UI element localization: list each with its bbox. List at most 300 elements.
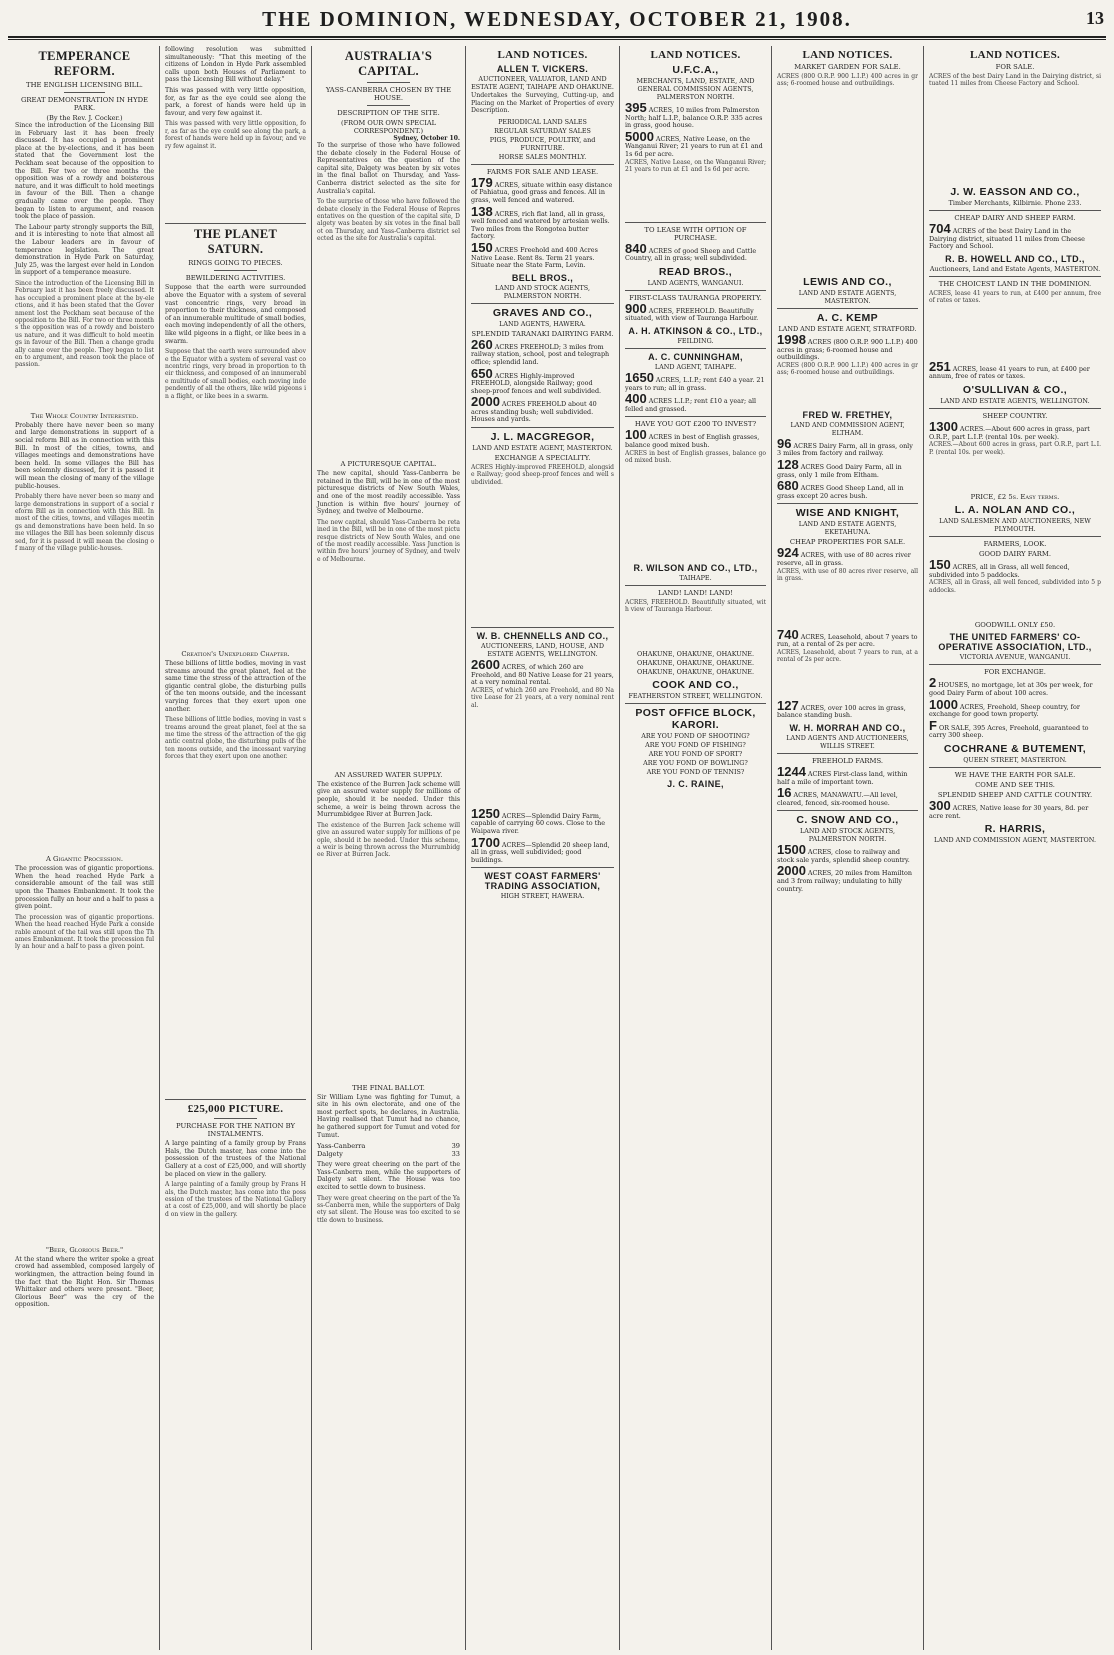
listing [777,697,918,720]
article-paragraph: At the stand where the writer spoke a great crowd had assembled, composed largely of workingmen, the attraction being found in the fact that the Right Hon. Sir Thomas Whittaker and others were present. "Beer, Glorious Beer" was the cry of the opposition. [15,1255,154,1309]
ballot-votes: 33 [451,1150,460,1159]
advertiser-desc: LAND AND ESTATE AGENT, STRATFORD. [778,325,917,333]
ad-body-text: ACRES Highly-improved FREEHOLD, alongside Railway; good sheep-proof fences and well subdivided. [471,464,614,486]
advertiser-name: O'SULLIVAN & CO., [962,383,1068,396]
ad-heading: GOODWILL ONLY £50. [974,621,1056,630]
article-subtitle: RINGS GOING TO PIECES. [188,259,283,268]
listing-text: ACRES FREEHOLD; 3 miles from railway station, school, post and telegraph office; splendid land. [471,342,610,366]
listing-text: ACRES, Freehold, Sheep country, for exchange for good town property. [929,702,1080,719]
acreage: 128 [777,456,799,472]
ad-heading: HAVE YOU GOT £200 TO INVEST? [634,420,757,429]
ad-body-text: ACRES, all in Grass, all well fenced, subdivided into 5 paddocks. [929,579,1101,594]
byline: (By the Rev. J. Cocker.) [46,114,123,122]
listing-text: ACRES—Splendid Dairy Farm, capable of carrying 60 cows. Close to the Waipawa river. [471,811,606,836]
ad-heading: WE HAVE THE EARTH FOR SALE. [954,770,1076,779]
listing [929,418,1101,441]
section-heading: "Beer, Glorious Beer." [45,1245,124,1254]
ad-text: Undertakes the Surveying, Cutting-up, and Placing on the Market of Properties of every Description. [471,92,614,115]
ad-heading: TO LEASE WITH OPTION OF PURCHASE. [644,225,747,242]
advertiser-name: J. W. EASSON AND CO., [950,186,1080,198]
divider [625,348,766,349]
listing [471,174,614,205]
dateline: Sydney, October 10. [393,135,460,142]
advertiser-desc: LAND AND ESTATE AGENTS, WELLINGTON. [940,396,1090,405]
article-paragraph: Suppose that the earth were surrounded above the Equator with a system of several vast concentric rings, very broad in proportion to their thickness, and composed of an innumerable multitude of small bodies, each moving independently of all the others, like wild pigeons in a flight, or like bees in a swarm. [165,284,306,345]
ad-heading: FARMS FOR SALE AND LEASE. [486,167,599,176]
acreage: 1250 [471,805,500,821]
column-5 [620,46,772,1650]
listing [471,805,614,836]
ad-body-text: ACRES (800 O.R.P. 900 L.I.P.) 400 acres in grass; 6-roomed house and outbuildings. [777,361,918,377]
listing [929,221,1101,251]
source-note: (FROM OUR OWN SPECIAL CORRESPONDENT.) [341,119,436,135]
divider [625,290,766,291]
column-4 [466,46,620,1650]
section-heading: A PICTURESQUE CAPITAL. [340,460,437,469]
divider [165,223,306,224]
divider [64,92,106,93]
listing-text: ACRES, lease 41 years to run, at £400 per annum, free of rates or taxes. [929,364,1090,381]
advertiser-desc: LAND AND ESTATE AGENTS, MASTERTON. [798,289,897,305]
listing [777,626,918,649]
listing [471,365,614,396]
divider [214,1118,256,1119]
masthead [0,0,1114,44]
acreage: 150 [471,239,493,255]
divider [625,585,766,586]
section-heading: LAND NOTICES. [650,49,741,61]
listing-text: ACRES FREEHOLD about 40 acres standing bush; well subdivided. Houses and yards. [471,400,597,424]
article-paragraph: This was passed with very little opposition, for, as far as the eye could see along the park, a forest of hands were held up in favour, and very few against it. [165,86,306,117]
ad-line: ARE YOU FOND OF BOWLING? [643,758,748,767]
divider [471,627,614,628]
advertiser-name: WEST COAST FARMERS' TRADING ASSOCIATION, [484,871,601,892]
article-body-text: Suppose that the earth were surrounded above the Equator with a system of several vast concentric rings, very broad in proportion to their thickness, and composed of an innumerable multitude of small bodies, each moving independently of all the others, like wild pigeons in a flight, or like bees in a swarm. [165,348,306,400]
listing [777,456,918,479]
advertiser-desc: AUCTIONEERS, LAND, HOUSE, AND ESTATE AGENTS, WELLINGTON. [481,642,604,659]
acreage: 680 [777,478,799,494]
article-body-text: A large painting of a family group by Frans Hals, the Dutch master, has come into the possession of the trustees of the National Gallery at a cost of £25,000, and will shortly be placed on view in the gallery. [165,1181,306,1218]
section-heading: LAND NOTICES. [497,49,588,61]
listing [471,336,614,367]
acreage: 138 [471,203,493,219]
acreage: 2000 [777,863,806,879]
listing-text: ACRES Good Sheep Land, all in grass except 20 acres bush. [777,484,904,500]
ad-heading: GOOD DAIRY FARM. [978,550,1052,559]
article-title: £25,000 PICTURE. [187,1103,284,1116]
article-subtitle: DESCRIPTION OF THE SITE. [337,109,440,117]
newspaper-columns [10,46,1106,1650]
advertiser-desc: LAND AGENTS, WANGANUI. [647,278,744,287]
article-body-text: Since the introduction of the Licensing Bill in February last it has been freely discussed. It has occupied a prominent place at the by-elections, and it has been stated that the Government lost the Peckham seat because of the opposition to the Bill. For two or three months the opposition was of a rowdy and boisterous nature, and it was difficult to hold meetings in favour of the Bill. Then a change gradually came over the people. They began to listen to argument, and reason took the place of passion. [15,279,154,369]
listing [929,358,1101,381]
advertiser-name: R. B. HOWELL AND CO., LTD., [945,253,1085,264]
ballot-table [317,1142,460,1158]
article-paragraph: A large painting of a family group by Frans Hals, the Dutch master, has come into the possession of the trustees of the National Gallery at a cost of £25,000, and will shortly be placed on view in the gallery. [165,1140,306,1178]
ad-line: HORSE SALES MONTHLY. [498,152,587,161]
listing-text: HOUSES, no mortgage, let at 30s per week, for good Dairy Farm of about 100 acres. [929,681,1093,697]
advertiser-name: COCHRANE & BUTEMENT, [943,742,1087,755]
ad-line: ARE YOU FOND OF TENNIS? [646,767,745,776]
advertiser-name: U.F.C.A., [672,64,719,76]
listing-text: ACRES First-class land, within half a mile of important town. [777,769,908,786]
advertiser-name: J. L. MACGREGOR, [490,431,595,444]
listing [471,657,614,687]
advertiser-name: W. H. MORRAH AND CO., [789,722,906,733]
article-title: TEMPERANCE REFORM. [38,49,131,78]
listing-text: ACRES, of which 260 are Freehold, and 80 Native Lease for 21 years, at a very nominal rental. [471,663,614,687]
ad-body-text: ACRES, FREEHOLD. Beautifully situated, with view of Tauranga Harbour. [625,598,766,613]
advertiser-desc: LAND AGENTS AND AUCTIONEERS, WILLIS STREET. [786,733,909,750]
ad-body-text: ACRES, of which 260 are Freehold, and 80 Native Lease for 21 years, at a very nominal rental. [471,686,614,709]
divider [367,105,410,106]
listing-text: ACRES, situate within easy distance of Pahiatua, good grass and fences. All in grass, well fenced and watered. [471,180,613,204]
section-heading: AN ASSURED WATER SUPPLY. [334,770,443,779]
listing [777,545,918,567]
acreage: 1998 [777,332,806,347]
listing [625,427,766,449]
divider [929,664,1101,665]
acreage: 260 [471,336,493,352]
listing-text: ACRES, rich flat land, all in grass, well fenced and watered by artesian wells. Two miles from the Rongotea butter factory. [471,209,610,241]
listing [929,696,1101,719]
ad-line: REGULAR SATURDAY SALES [494,126,591,135]
divider [777,503,918,504]
listing-text: ACRES Highly-improved FREEHOLD, alongside Railway; good sheep-proof fences and well subdivided. [471,371,602,395]
acreage: 2 [929,675,937,691]
article-paragraph: These billions of little bodies, moving in vast streams around the great planet, feel at the same time the stress of the attraction of the gigantic central globe, the disturbing pulls of the ten moons outside, and the incessant varying forces that they exert upon one another. [165,660,306,713]
article-subtitle: PURCHASE FOR THE NATION BY INSTALMENTS. [175,1122,295,1139]
advertiser-desc: LAND AGENT, TAIHAPE. [654,362,737,371]
acreage: 150 [929,557,951,573]
listing [625,369,766,392]
listing-text: ACRES, L.I.P.; rent £40 a year. 21 years to run; all in grass. [625,375,765,392]
ad-heading: FIRST-CLASS TAURANGA PROPERTY. [629,293,762,302]
column-6 [772,46,924,1650]
listing-text: ACRES, Native Lease, on the Wanganui River; 21 years to run at £1 and 1s 6d per acre. [625,134,763,158]
listing-text: ACRES, over 100 acres in grass, balance standing bush. [777,703,906,720]
listing [471,203,614,241]
ad-line: OHAKUNE, OHAKUNE, OHAKUNE. [636,667,754,676]
advertiser-name: A. C. CUNNINGHAM, [648,351,743,362]
advertiser-desc: LAND AND ESTATE AGENT, MASTERTON. [472,444,613,453]
section-heading: Creation's Unexplored Chapter. [181,650,290,659]
divider [929,536,1101,537]
listing-text: ACRES, with use of 80 acres river reserve, all in grass. [777,551,911,567]
listing [625,128,766,159]
article-body-text: The procession was of gigantic proportions. When the head reached Hyde Park a considerable amount of the tail was still upon the Thames Embankment. It took the procession fully an hour and a half to pass a given point. [15,913,154,951]
acreage: 2600 [471,657,500,673]
advertiser-desc: AUCTIONEER, VALUATOR, LAND AND ESTATE AGENT, TAIHAPE AND OHAKUNE. [471,75,614,91]
advertiser-desc: TAIHAPE. [679,573,712,582]
acreage: 400 [625,391,647,407]
article-paragraph: following resolution was submitted simultaneously: "That this meeting of the citizens of London in Hyde Park assembled calls upon both Houses of Parliament to pass the Licensing Bill without delay." [165,46,306,84]
advertiser-name: READ BROS., [658,265,733,278]
ad-body-text: ACRES, Leasehold, about 7 years to run, at a rental of 2s per acre. [777,648,918,664]
acreage: 1700 [471,834,500,850]
article-paragraph: Sir William Lyne was fighting for Tumut, a site in his own electorate, and one of the most perfect spots, he declares, in Australia. Having realised that Tumut had no chance, he gathered support for Tumut and voted for Tumut. [317,1093,460,1139]
article-paragraph: The existence of the Burren Jack scheme will give an assured water supply for millions of people, should it be needed. Under this scheme, a weir is being thrown across the Murrumbidgee River at Burren Jack. [317,780,460,819]
ballot-site: Dalgety [317,1150,343,1159]
divider [929,210,1101,211]
ad-heading: FREEHOLD FARMS. [811,756,884,765]
ad-heading: COME AND SEE THIS. [975,780,1055,789]
acreage: 1000 [929,696,958,712]
ad-heading: FOR SALE. [995,63,1035,71]
acreage: 1300 [929,418,958,434]
newspaper-date-line: THE DOMINION, WEDNESDAY, OCTOBER 21, 1908. [262,7,852,31]
masthead-rule [8,36,1106,40]
listing [929,675,1101,697]
acreage: 650 [471,365,493,381]
advertiser-desc: LAND AND STOCK AGENTS, PALMERSTON NORTH. [800,827,895,844]
article-title: THE PLANET SATURN. [193,227,278,257]
section-heading: LAND NOTICES. [802,49,893,61]
listing-text: ACRES of good Sheep and Cattle Country, all in grass; well subdivided. [625,246,757,263]
divider [367,82,410,83]
listing-text: ACRES Good Dairy Farm, all in grass, only 1 mile from Eltham. [777,462,902,479]
advertiser-name: A. C. KEMP [816,312,879,324]
divider [777,308,918,309]
advertiser-name: A. H. ATKINSON & CO., LTD., [628,325,763,336]
ad-line: PIGS, PRODUCE, POULTRY, and FURNITURE. [489,135,596,152]
advertiser-desc: LAND AND ESTATE AGENTS, EKETAHUNA. [798,520,897,537]
advertiser-name: C. SNOW AND CO., [796,814,899,827]
article-paragraph: Probably there have never been so many and large demonstrations in support of a social reform Bill as in connection with this Bill. In most of the cities, towns, and villages meetings and demonstrations have been held. In some villages the Bill has been solemnly discussed, for it is passed it will mean the closing of many of the village public-houses. [15,421,154,490]
ad-body-text: ACRES in best of English grasses, balance good mixed bush. [625,449,766,464]
listing [625,391,766,413]
divider [471,303,614,304]
article-body-text: This was passed with very little opposition, for, as far as the eye could see along the park, a forest of hands were held up in favour, and very few against it. [165,120,306,150]
acreage: 704 [929,221,951,236]
advertiser-desc: VICTORIA AVENUE, WANGANUI. [959,653,1071,662]
ad-heading: SHEEP COUNTRY. [982,411,1048,420]
advertiser-name: L. A. NOLAN AND CO., [954,504,1076,517]
acreage: 2000 [471,394,500,410]
ad-body-text: ACRES, with use of 80 acres river reserve, all in grass. [777,567,918,582]
ballot-site: Yass-Canberra [317,1142,366,1151]
divider [777,810,918,811]
listing-text: ACRES.—About 600 acres in grass, part O.R.P., part L.I.P. (rental 10s. per week). [929,424,1090,441]
advertiser-name: COOK AND CO., [652,678,739,691]
acreage: 251 [929,358,951,374]
article-body-text: To the surprise of those who have followed the debate closely in the Federal House of Representatives on the question of the capital site, Dalgety was beaten by six votes in the final ballot on Thursday, and Yass-Canberra district selected as the site for Australia's capital. [317,198,460,243]
listing [777,842,918,864]
page-number: 13 [1086,8,1104,28]
listing [471,239,614,270]
article-body-text: They were great cheering on the part of the Yass-Canberra men, while the supporters of Dalgety sat silent. The House was too excited to settle down to business. [317,1194,460,1224]
acreage: 1244 [777,763,806,779]
divider [929,767,1101,768]
listing-text: ACRES (800 O.R.P. 900 L.I.P.) 400 acres in grass; 6-roomed house and outbuildings. [777,338,918,362]
ballot-row [317,1150,460,1158]
ad-line: ARE YOU FOND OF SHOOTING? [641,731,750,740]
ad-heading: PRICE, £2 5s. Easy terms. [970,493,1060,502]
listing-text: ACRES Dairy Farm, all in grass, only 3 miles from factory and railway. [777,441,913,458]
listing [929,557,1101,579]
ad-heading: THE CHOICEST LAND IN THE DOMINION. [938,279,1092,288]
listing-text: ACRES, 20 miles from Hamilton and 3 from railway; undulating to hilly country. [777,869,912,893]
listing [625,100,766,130]
ad-body-text: ACRES, Native Lease, on the Wanganui River; 21 years to run at £1 and 1s 6d per acre. [625,158,766,173]
section-heading: A Gigantic Procession. [45,855,124,864]
ad-heading: MARKET GARDEN FOR SALE. [794,63,901,71]
acreage: 5000 [625,128,654,144]
listing-text: ACRES of the best Dairy Land in the Dairying district, situated 11 miles from Cheese Factory and School. [929,227,1085,251]
ad-body-text: ACRES of the best Dairy Land in the Dairying district, situated 11 miles from Cheese Factory and School. [929,73,1101,88]
listing-text: ACRES, close to railway and stock sale yards, splendid sheep country. [777,848,910,864]
advertiser-name: R. HARRIS, [984,823,1046,836]
divider [625,416,766,417]
divider [929,276,1101,277]
ad-heading: CHEAP DAIRY AND SHEEP FARM. [954,214,1076,222]
listing [777,863,918,893]
article-body-text: The existence of the Burren Jack scheme will give an assured water supply for millions of people, should it be needed. Under this scheme, a weir is being thrown across the Murrumbidgee River at Burren Jack. [317,821,460,859]
advertiser-desc: LAND AGENTS, HAWERA. [499,319,586,328]
advertiser-name: WISE AND KNIGHT, [795,507,900,520]
listing [777,478,918,500]
advertiser-name: LEWIS AND CO., [803,276,892,288]
section-heading: THE FINAL BALLOT. [352,1083,425,1092]
listing-text: ACRES in best of English grasses, balance good mixed bush. [625,433,760,449]
section-heading: The Whole Country Interested. [30,411,139,420]
ad-heading: FARMERS, LOOK. [983,540,1047,549]
advertiser-desc: QUEEN STREET, MASTERTON. [963,755,1067,764]
divider [777,753,918,754]
article-subtitle: BEWILDERING ACTIVITIES. [185,274,286,283]
listing-text: ACRES—Splendid 20 sheep land, all in grass, well subdivided; good buildings. [471,840,610,864]
acreage: 127 [777,697,799,713]
acreage: 740 [777,626,799,642]
ad-body-text: ACRES, lease 41 years to run, at £400 per annum, free of rates or taxes. [929,289,1101,305]
listing-text: ACRES, Native lease for 30 years, 8d. per acre rent. [929,803,1089,820]
advertiser-name: J. C. RAINE, [667,778,724,789]
advertiser-desc: FEILDING. [677,336,714,345]
advertiser-desc: LAND SALESMEN AND AUCTIONEERS, NEW PLYMOUTH. [939,517,1091,534]
advertiser-desc: FEATHERSTON STREET, WELLINGTON. [628,691,763,700]
acreage: 16 [777,785,792,801]
listing [625,300,766,323]
article-paragraph: The new capital, should Yass-Canberra be retained in the Bill, will be in one of the most picturesque districts of New South Wales, and one of the most readily accessible. Yass Junction is within five hours' journey of Sydney, and twelve of Melbourne. [317,470,460,516]
advertiser-name: W. B. CHENNELLS AND CO., [476,631,609,642]
divider [471,867,614,868]
listing-text: ACRES, Leasehold, about 7 years to run, at a rental of 2s per acre. [777,632,918,649]
article-subtitle: THE ENGLISH LICENSING BILL. [26,81,143,89]
advertiser-name: FRED W. FRETHEY, [802,409,893,420]
ad-heading: LAND! LAND! LAND! [658,588,733,597]
advertiser-desc: LAND AND STOCK AGENTS, PALMERSTON NORTH. [495,283,590,300]
advertiser-desc: LAND AND COMMISSION AGENT, MASTERTON. [934,836,1096,845]
ad-line: PERIODICAL LAND SALES [498,117,587,126]
listing-text: ACRES, 10 miles from Palmerston North; half L.I.P., balance O.R.P. 335 acres in grass, good house. [625,106,763,130]
acreage: 96 [777,435,792,451]
article-paragraph: The procession was of gigantic proportions. When the head reached Hyde Park a considerable amount of the tail was still upon the Thames Embankment. It took the procession fully an hour and a half to pass a given point. [15,865,154,911]
listing-text: ACRES, all in Grass, all well fenced, subdivided into 5 paddocks. [929,563,1070,579]
acreage: 1650 [625,369,654,385]
ad-line: ARE YOU FOND OF FISHING? [645,740,746,749]
acreage: 840 [625,240,647,256]
listing-text: ACRES, MANAWATU.—All level, cleared, fenced, six-roomed house. [777,791,898,807]
divider [471,164,614,165]
listing-text: ACRES, FREEHOLD. Beautifully situated, with view of Tauranga Harbour. [625,306,759,323]
column-7 [924,46,1106,1650]
ballot-votes: 39 [451,1142,460,1151]
ad-heading: FOR EXCHANGE. [984,668,1046,677]
advertiser-name: BELL BROS., [511,272,574,283]
listing [777,785,918,807]
article-subtitle: GREAT DEMONSTRATION IN HYDE PARK. [21,96,148,112]
advertiser-desc: MERCHANTS, LAND, ESTATE, AND GENERAL COMMISSION AGENTS, PALMERSTON NORTH. [636,77,755,101]
listing [929,797,1101,820]
acreage: F [929,717,937,733]
ad-line: OHAKUNE, OHAKUNE, OHAKUNE. [636,658,754,667]
acreage: 179 [471,174,493,190]
divider [471,427,614,428]
ad-line: ARE YOU FOND OF SPORT? [648,749,743,758]
ad-body-text: ACRES.—About 600 acres in grass, part O.R.P., part L.I.P. (rental 10s. per week). [929,441,1101,456]
listing [471,394,614,424]
article-paragraph: To the surprise of those who have followed the debate closely in the Federal House of Representatives on the question of the capital site, Dalgety was beaten by six votes in the final ballot on Thursday, and Yass-Canberra district selected as the site for Australia's capital. [317,142,460,195]
article-paragraph: They were great cheering on the part of the Yass-Canberra men, while the supporters of Dalgety sat silent. The House was too excited to settle down to business. [317,1161,460,1192]
listing-text: ACRES L.I.P.; rent £10 a year; all felled and grassed. [625,397,757,413]
listing-text: ACRES Freehold and 400 Acres Native Lease. Rent 8s. Term 21 years. Situate near the State Farm, Levin. [471,245,598,270]
advertiser-desc: Auctioneers, Land and Estate Agents, MASTERTON. [929,264,1101,273]
divider [929,408,1101,409]
acreage: 300 [929,797,951,813]
article-paragraph: Since the introduction of the Licensing Bill in February last it has been freely discussed. It has occupied a prominent place at the by-elections, and it has been stated that the Government lost the Peckham seat because of the opposition to the Bill. For two or three months the opposition was of a rowdy and boisterous nature, and it was difficult to hold meetings in favour of the Bill. Then a change gradually came over the people. They began to listen to argument, and reason took the place of passion. [15,122,154,221]
ad-heading: CHEAP PROPERTIES FOR SALE. [789,538,906,547]
advertiser-desc: HIGH STREET, HAWERA. [500,892,585,901]
ad-line: OHAKUNE, OHAKUNE, OHAKUNE. [636,649,754,658]
listing [777,763,918,786]
article-body-text: The new capital, should Yass-Canberra be retained in the Bill, will be in one of the most picturesque districts of New South Wales, and one of the most readily accessible. Yass Junction is within five hours' journey of Sydney, and twelve of Melbourne. [317,518,460,563]
advertiser-name: POST OFFICE BLOCK, KARORI. [635,706,756,731]
acreage: 1500 [777,842,806,858]
advertiser-desc: Timber Merchants, Kilbirnie. Phone 233. [948,199,1082,207]
ad-heading: EXCHANGE A SPECIALITY. [494,454,591,463]
divider [165,1099,306,1100]
listing [929,717,1101,740]
column-1 [10,46,160,1650]
divider [625,222,766,223]
column-2 [160,46,312,1650]
acreage: 924 [777,545,799,561]
article-body-text: Probably there have never been so many and large demonstrations in support of a social reform Bill as in connection with this Bill. In most of the cities, towns, and villages meetings and demonstrations have been held. In some villages the Bill has been solemnly discussed, for it is passed it will mean the closing of many of the village public-houses. [15,493,154,553]
ad-heading: SPLENDID SHEEP AND CATTLE COUNTRY. [937,790,1093,799]
article-subtitle: YASS-CANBERRA CHOSEN BY THE HOUSE. [325,86,452,102]
acreage: 100 [625,427,647,443]
listing [777,332,918,362]
advertiser-name: ALLEN T. VICKERS. [496,64,589,74]
listing [777,435,918,458]
listing [471,834,614,865]
ad-body-text: ACRES (800 O.R.P. 900 L.I.P.) 400 acres in grass; 6-roomed house and outbuildings. [777,73,918,88]
listing [625,240,766,263]
advertiser-desc: LAND AND COMMISSION AGENT, ELTHAM. [790,420,905,437]
divider [625,703,766,704]
advertiser-name: THE UNITED FARMERS' CO-OPERATIVE ASSOCIATION, LTD., [938,632,1092,653]
article-paragraph: The Labour party strongly supports the Bill, and it is interesting to note that almost all the Labour leaders are in favour of temperance legislation. The great demonstration in Hyde Park on Saturday, July 25, was the largest ever held in London in support of a temperance measure. [15,223,154,277]
article-title: AUSTRALIA'S CAPITAL. [344,49,433,78]
column-3 [312,46,466,1650]
divider [214,270,256,271]
section-heading: LAND NOTICES. [969,49,1061,61]
ad-heading: SPLENDID TARANAKI DAIRYING FARM. [471,329,614,338]
advertiser-name: GRAVES AND CO., [492,306,593,319]
acreage: 900 [625,300,647,316]
acreage: 395 [625,100,647,115]
ballot-row [317,1142,460,1150]
